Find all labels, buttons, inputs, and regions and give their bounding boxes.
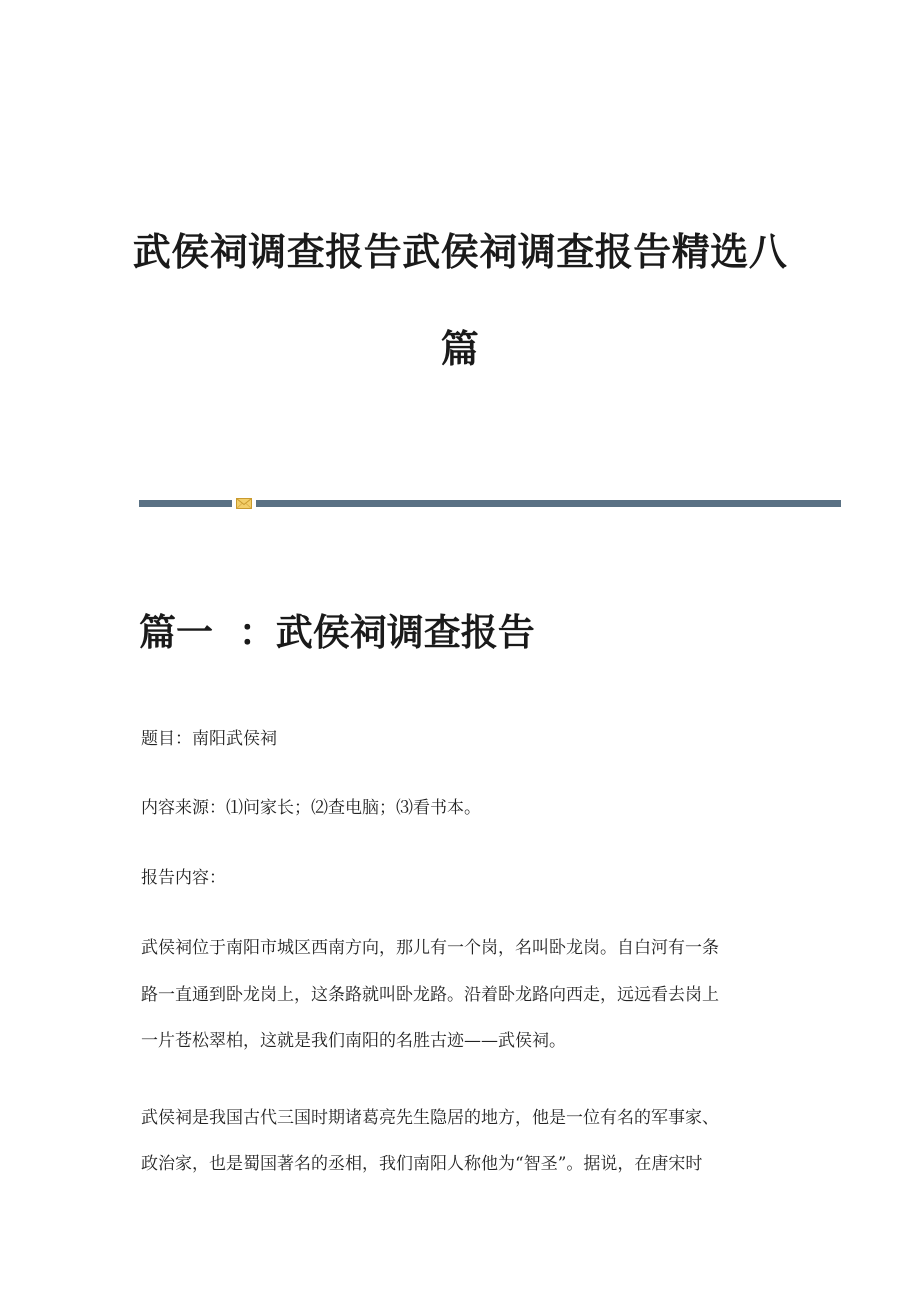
document-title-line1: 武侯祠调查报告武侯祠调查报告精选八 [132,229,788,274]
topic-line: 题目：南阳武侯祠 [141,729,277,749]
source-line: 内容来源：⑴问家长；⑵查电脑；⑶看书本。 [141,798,481,818]
paragraph-2-line-2: 政治家，也是蜀国著名的丞相，我们南阳人称他为“智圣”。据说，在唐宋时 [141,1154,703,1174]
paragraph-1-line-2: 路一直通到卧龙岗上，这条路就叫卧龙路。沿着卧龙路向西走，远远看去岗上 [141,985,719,1005]
paragraph-1-line-3: 一片苍松翠柏，这就是我们南阳的名胜古迹——武侯祠。 [141,1031,566,1051]
envelope-icon [236,498,252,509]
divider-bar-left [139,500,232,507]
document-title-line2: 篇 [440,326,480,371]
report-label: 报告内容： [141,868,226,888]
paragraph-2-line-1: 武侯祠是我国古代三国时期诸葛亮先生隐居的地方，他是一位有名的军事家、 [141,1108,719,1128]
section-heading: 篇一 ：武侯祠调查报告 [139,610,535,654]
divider-bar-right [256,500,841,507]
paragraph-1-line-1: 武侯祠位于南阳市城区西南方向，那儿有一个岗，名叫卧龙岗。自白河有一条 [141,938,719,958]
title-divider [139,498,841,508]
